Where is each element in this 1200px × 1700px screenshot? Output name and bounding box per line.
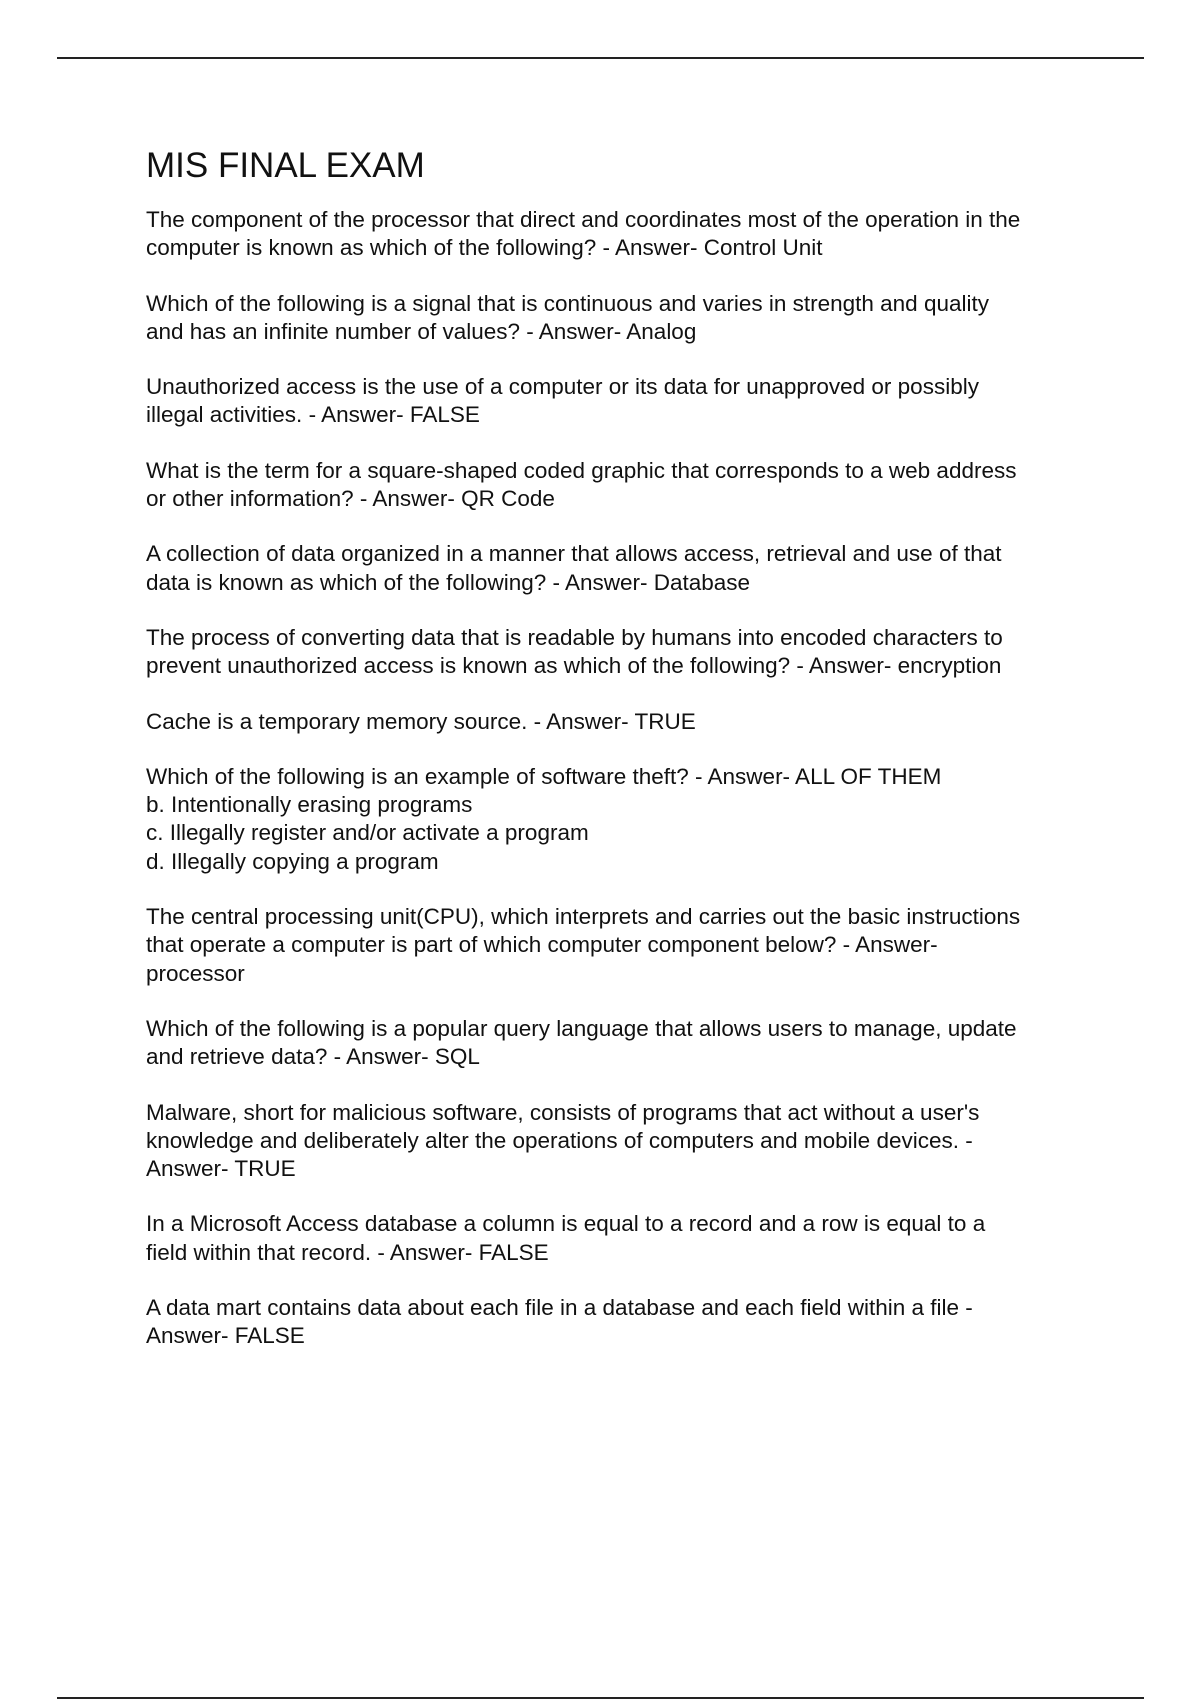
qa-option-line: c. Illegally register and/or activate a program (146, 820, 589, 846)
qa-line: or other information? - Answer- QR Code (146, 486, 555, 512)
question-answer-item (146, 1294, 1106, 1351)
qa-line: The component of the processor that direct and coordinates most of the operation in the (146, 207, 1021, 232)
question-answer-item (146, 763, 1106, 876)
qa-line: Which of the following is a signal that is continuous and varies in strength and quality (146, 290, 989, 316)
question-answer-item (146, 708, 1106, 736)
qa-line: The central processing unit(CPU), which interprets and carries out the basic instructions (146, 904, 1021, 930)
qa-line: illegal activities. - Answer- FALSE (146, 402, 480, 428)
qa-line: knowledge and deliberately alter the operations of computers and mobile devices. - (146, 1127, 973, 1153)
question-answer-item (146, 1210, 1106, 1267)
question-answer-item (146, 373, 1106, 430)
question-answer-item (146, 457, 1106, 514)
question-answer-item (146, 1015, 1106, 1072)
qa-line: field within that record. - Answer- FALSE (146, 1239, 549, 1265)
bottom-divider (57, 1697, 1144, 1699)
question-answer-item (146, 290, 1106, 347)
qa-line: computer is known as which of the following? - Answer- Control Unit (146, 235, 823, 261)
qa-line: In a Microsoft Access database a column is equal to a record and a row is equal to a (146, 1211, 986, 1237)
qa-line: Malware, short for malicious software, consists of programs that act without a user's (146, 1099, 980, 1125)
question-answer-item (146, 206, 1106, 263)
qa-line: and has an infinite number of values? - Answer- Analog (146, 318, 697, 344)
qa-line: prevent unauthorized access is known as which of the following? - Answer- encryption (146, 653, 1002, 679)
question-answer-item (146, 540, 1106, 597)
question-answer-item (146, 624, 1106, 681)
qa-line: Unauthorized access is the use of a computer or its data for unapproved or possibly (146, 374, 979, 400)
question-answer-item (146, 1099, 1106, 1184)
qa-line: processor (146, 960, 245, 986)
qa-line: data is known as which of the following? - Answer- Database (146, 569, 751, 595)
qa-line: and retrieve data? - Answer- SQL (146, 1044, 480, 1070)
qa-line: Answer- TRUE (146, 1156, 296, 1182)
page-title: MIS FINAL EXAM (146, 146, 425, 185)
document-body (146, 144, 1106, 1378)
qa-line: The process of converting data that is readable by humans into encoded characters to (146, 624, 1003, 650)
qa-line: What is the term for a square-shaped coded graphic that corresponds to a web address (146, 457, 1017, 483)
qa-line: that operate a computer is part of which computer component below? - Answer- (146, 932, 938, 958)
question-answer-item (146, 903, 1106, 988)
qa-line: Cache is a temporary memory source. - Answer- TRUE (146, 708, 696, 734)
qa-option-line: d. Illegally copying a program (146, 848, 439, 874)
qa-line: A data mart contains data about each file in a database and each field within a file - (146, 1295, 973, 1321)
qa-line: A collection of data organized in a manner that allows access, retrieval and use of that (146, 541, 1002, 567)
qa-line: Answer- FALSE (146, 1323, 305, 1349)
qa-line: Which of the following is an example of software theft? - Answer- ALL OF THEM (146, 763, 942, 789)
qa-option-line: b. Intentionally erasing programs (146, 792, 473, 818)
qa-line: Which of the following is a popular query language that allows users to manage, update (146, 1015, 1017, 1041)
top-divider (57, 57, 1144, 59)
